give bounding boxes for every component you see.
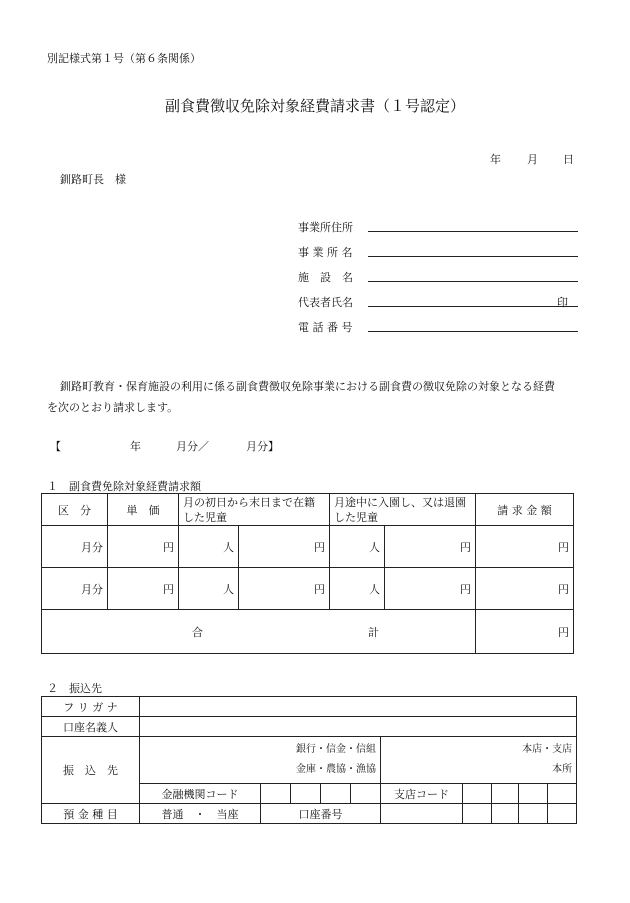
- row2-month[interactable]: 月分: [42, 568, 108, 610]
- header-amount: 請 求 金 額: [476, 494, 574, 526]
- bank-code-label: 金融機関コード: [140, 784, 261, 804]
- phone-label: 電 話 番 号: [298, 321, 353, 334]
- phone-line[interactable]: [368, 331, 578, 332]
- account-number-label: 口座番号: [261, 804, 381, 824]
- account-number-digit[interactable]: [492, 804, 519, 824]
- header-full-month: 月の初日から末日まで在籍した児童: [179, 494, 330, 526]
- facility-line[interactable]: [368, 281, 578, 282]
- seal-mark: 印: [557, 296, 568, 309]
- furigana-label: フ リ ガ ナ: [42, 697, 140, 717]
- header-tanka: 単 価: [108, 494, 179, 526]
- row2-unit-yen[interactable]: 円: [108, 568, 179, 610]
- total-label-cell: [42, 610, 476, 654]
- account-number-digit[interactable]: [519, 804, 548, 824]
- date-year: 年: [490, 153, 501, 166]
- body-text-2: を次のとおり請求します。: [47, 401, 179, 414]
- bank-type-1: 銀行・信金・信組: [296, 744, 376, 755]
- page-title: 副食費徴収免除対象経費請求書（１号認定）: [164, 97, 465, 115]
- address-line[interactable]: [368, 231, 578, 232]
- row2-amount-yen[interactable]: 円: [476, 568, 574, 610]
- date-day: 日: [563, 153, 574, 166]
- total-label-1: 合: [192, 626, 203, 639]
- bank-code-digit[interactable]: [321, 784, 351, 804]
- total-label-2: 計: [368, 626, 379, 639]
- branch-code-digit[interactable]: [463, 784, 492, 804]
- account-holder-label: 口座名義人: [42, 717, 140, 737]
- representative-line[interactable]: [368, 306, 578, 307]
- account-number-digit[interactable]: [381, 804, 463, 824]
- deposit-type-options[interactable]: 普通 ・ 当座: [140, 804, 261, 824]
- branch-code-label: 支店コード: [381, 784, 463, 804]
- addressee: 釧路町長 様: [60, 173, 126, 186]
- facility-label: 施 設 名: [298, 271, 353, 284]
- bank-code-digit[interactable]: [261, 784, 291, 804]
- office-name-label: 事 業 所 名: [298, 246, 353, 259]
- row1-full-yen[interactable]: 円: [239, 526, 330, 568]
- account-number-digit[interactable]: [548, 804, 577, 824]
- table-row: [42, 526, 574, 568]
- period-open: 【: [50, 440, 61, 453]
- branch-type-1: 本店・支店: [522, 744, 573, 755]
- row2-partial-count[interactable]: 人: [330, 568, 385, 610]
- section2-title: ２ 振込先: [47, 682, 102, 695]
- header-kubun: 区 分: [42, 494, 108, 526]
- row1-full-count[interactable]: 人: [179, 526, 239, 568]
- address-label: 事業所住所: [298, 221, 353, 234]
- bank-type-2: 金庫・農協・漁協: [296, 764, 376, 775]
- representative-label: 代表者氏名: [298, 296, 353, 309]
- office-name-line[interactable]: [368, 256, 578, 257]
- header-partial-month: 月途中に入園し、又は退園した児童: [330, 494, 476, 526]
- bank-code-digit[interactable]: [351, 784, 381, 804]
- deposit-type-label: 預 金 種 目: [42, 804, 140, 824]
- branch-code-digit[interactable]: [492, 784, 519, 804]
- total-amount-yen[interactable]: 円: [476, 610, 574, 654]
- row1-month[interactable]: 月分: [42, 526, 108, 568]
- row2-full-count[interactable]: 人: [179, 568, 239, 610]
- branch-code-digit[interactable]: [519, 784, 548, 804]
- branch-type-2: 本所: [552, 764, 573, 775]
- bank-table: [41, 696, 577, 824]
- row1-partial-yen[interactable]: 円: [385, 526, 476, 568]
- date-month: 月: [527, 153, 538, 166]
- table-row: [42, 568, 574, 610]
- row2-partial-yen[interactable]: 円: [385, 568, 476, 610]
- total-row: [42, 610, 574, 654]
- row1-amount-yen[interactable]: 円: [476, 526, 574, 568]
- body-text-1: 釧路町教育・保育施設の利用に係る副食費徴収免除事業における副食費の徴収免除の対象となる経費: [60, 380, 555, 393]
- furigana-field[interactable]: [140, 697, 577, 717]
- expense-table: [41, 493, 574, 654]
- branch-code-digit[interactable]: [548, 784, 577, 804]
- period-month-from: 月分／: [176, 440, 209, 453]
- bank-code-digit[interactable]: [291, 784, 321, 804]
- row1-unit-yen[interactable]: 円: [108, 526, 179, 568]
- row1-partial-count[interactable]: 人: [330, 526, 385, 568]
- section1-title: １ 副食費免除対象経費請求額: [47, 480, 201, 493]
- bank-label: 振 込 先: [42, 737, 140, 804]
- branch-name-field[interactable]: [381, 737, 577, 784]
- account-number-digit[interactable]: [463, 804, 492, 824]
- bank-name-field[interactable]: [140, 737, 381, 784]
- row2-full-yen[interactable]: 円: [239, 568, 330, 610]
- period-year: 年: [130, 440, 141, 453]
- account-holder-field[interactable]: [140, 717, 577, 737]
- form-reference: 別記様式第１号（第６条関係）: [47, 52, 201, 65]
- period-month-to: 月分】: [246, 440, 279, 453]
